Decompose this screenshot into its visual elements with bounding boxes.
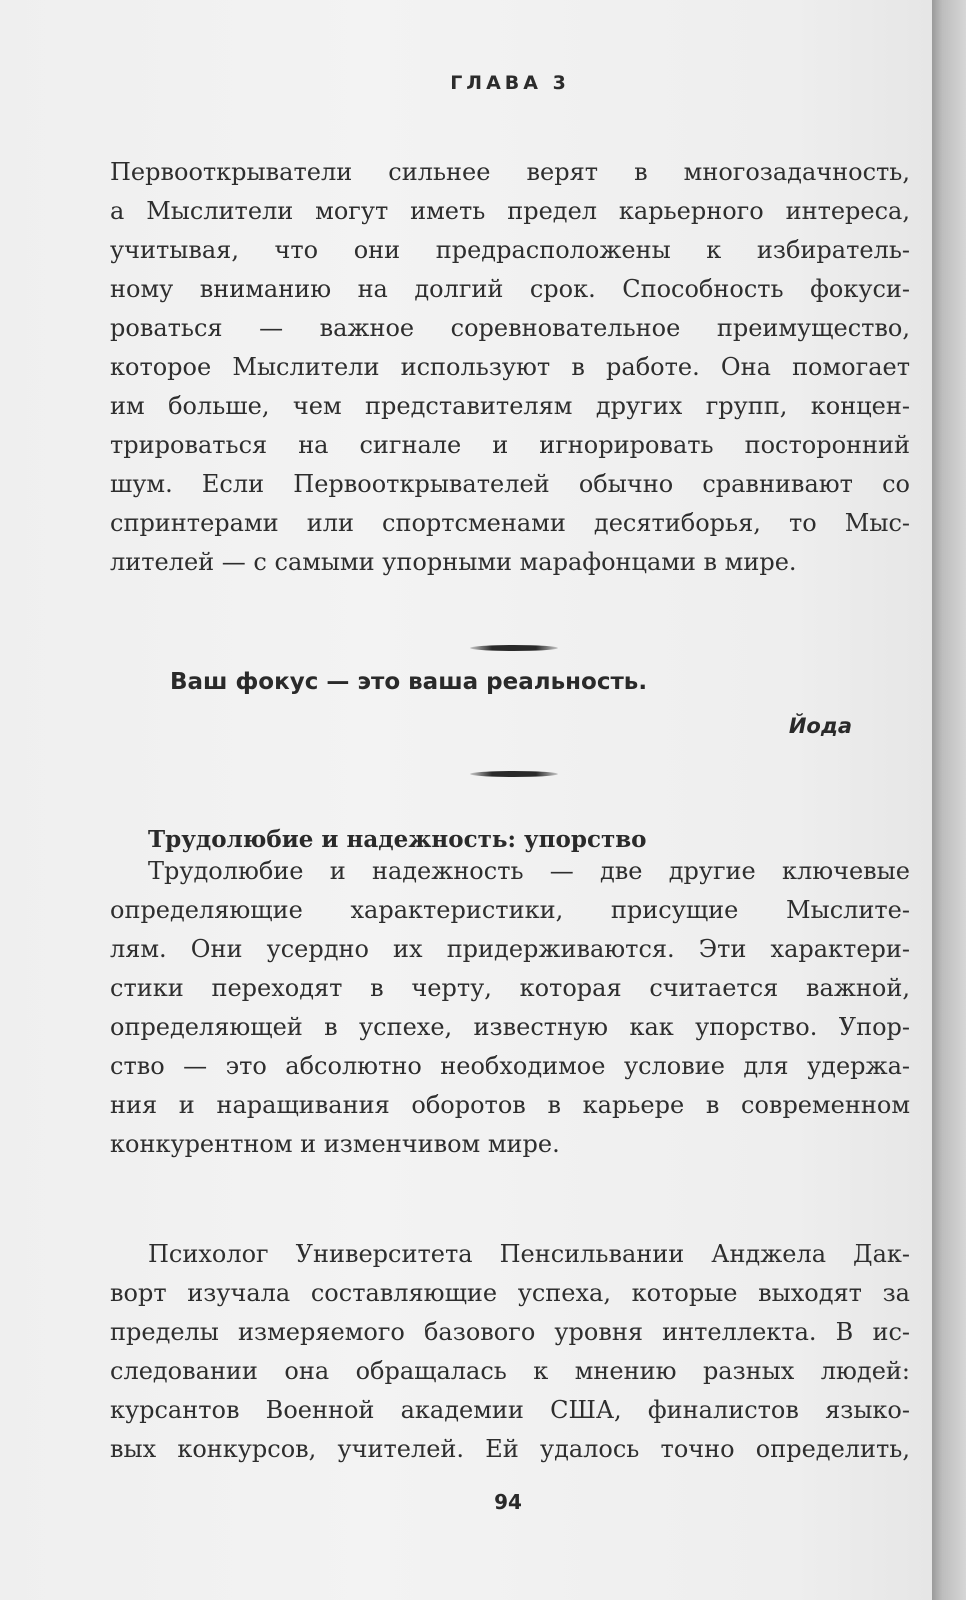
paragraph-1 [110,153,910,582]
text-line: определяющей в успехе, известную как упорство. Упор- [110,1013,910,1041]
text-line: вых конкурсов, учителей. Ей удалось точно определить, [110,1435,910,1463]
text-line: ство — это абсолютно необходимое условие для удержа- [110,1052,910,1080]
text-line: определяющие характеристики, присущие Мыслите- [110,896,910,924]
text-line: которое Мыслители используют в работе. Она помогает [110,353,910,381]
text-line: роваться — важное соревновательное преимущество, [110,314,910,342]
text-line: учитывая, что они предрасположены к избиратель- [110,236,910,264]
text-line: ному вниманию на долгий срок. Способность фокуси- [110,275,910,303]
text-line: ворт изучала составляющие успеха, которые выходят за [110,1279,910,1307]
epigraph-quote: Ваш фокус — это ваша реальность. [170,669,648,695]
text-line: конкурентном и изменчивом мире. [110,1130,560,1158]
text-line: ния и наращивания оборотов в карьере в современном [110,1091,910,1119]
ornament-divider-top [470,645,558,651]
text-line: спринтерами или спортсменами десятиборья, то Мыс- [110,509,910,537]
running-head: ГЛАВА 3 [450,72,570,94]
text-line: трироваться на сигнале и игнорировать посторонний [110,431,910,459]
text-line: им больше, чем представителям других групп, концен- [110,392,910,420]
text-line: пределы измеряемого базового уровня интеллекта. В ис- [110,1318,910,1346]
text-line: Первооткрыватели сильнее верят в многозадачность, [110,158,910,186]
paragraph-3 [110,1235,910,1469]
text-line: а Мыслители могут иметь предел карьерного интереса, [110,197,910,225]
text-line: стики переходят в черту, которая считается важной, [110,974,910,1002]
text-line: шум. Если Первооткрывателей обычно сравнивают со [110,470,910,498]
page-number: 94 [494,1490,522,1514]
text-line: лям. Они усердно их придерживаются. Эти характери- [110,935,910,963]
text-line: следовании она обращалась к мнению разных людей: [110,1357,910,1385]
ornament-divider-bottom [470,771,558,777]
text-line: Психолог Университета Пенсильвании Анджела Дак- [148,1240,910,1268]
epigraph-author: Йода [788,714,852,738]
text-line: лителей — с самыми упорными марафонцами в мире. [110,548,797,576]
text-line: курсантов Военной академии США, финалистов языко- [110,1396,910,1424]
paragraph-2 [110,852,910,1164]
page-edge-shadow [932,0,966,1600]
text-line: Трудолюбие и надежность — две другие ключевые [148,857,910,885]
section-heading: Трудолюбие и надежность: упорство [148,826,647,853]
